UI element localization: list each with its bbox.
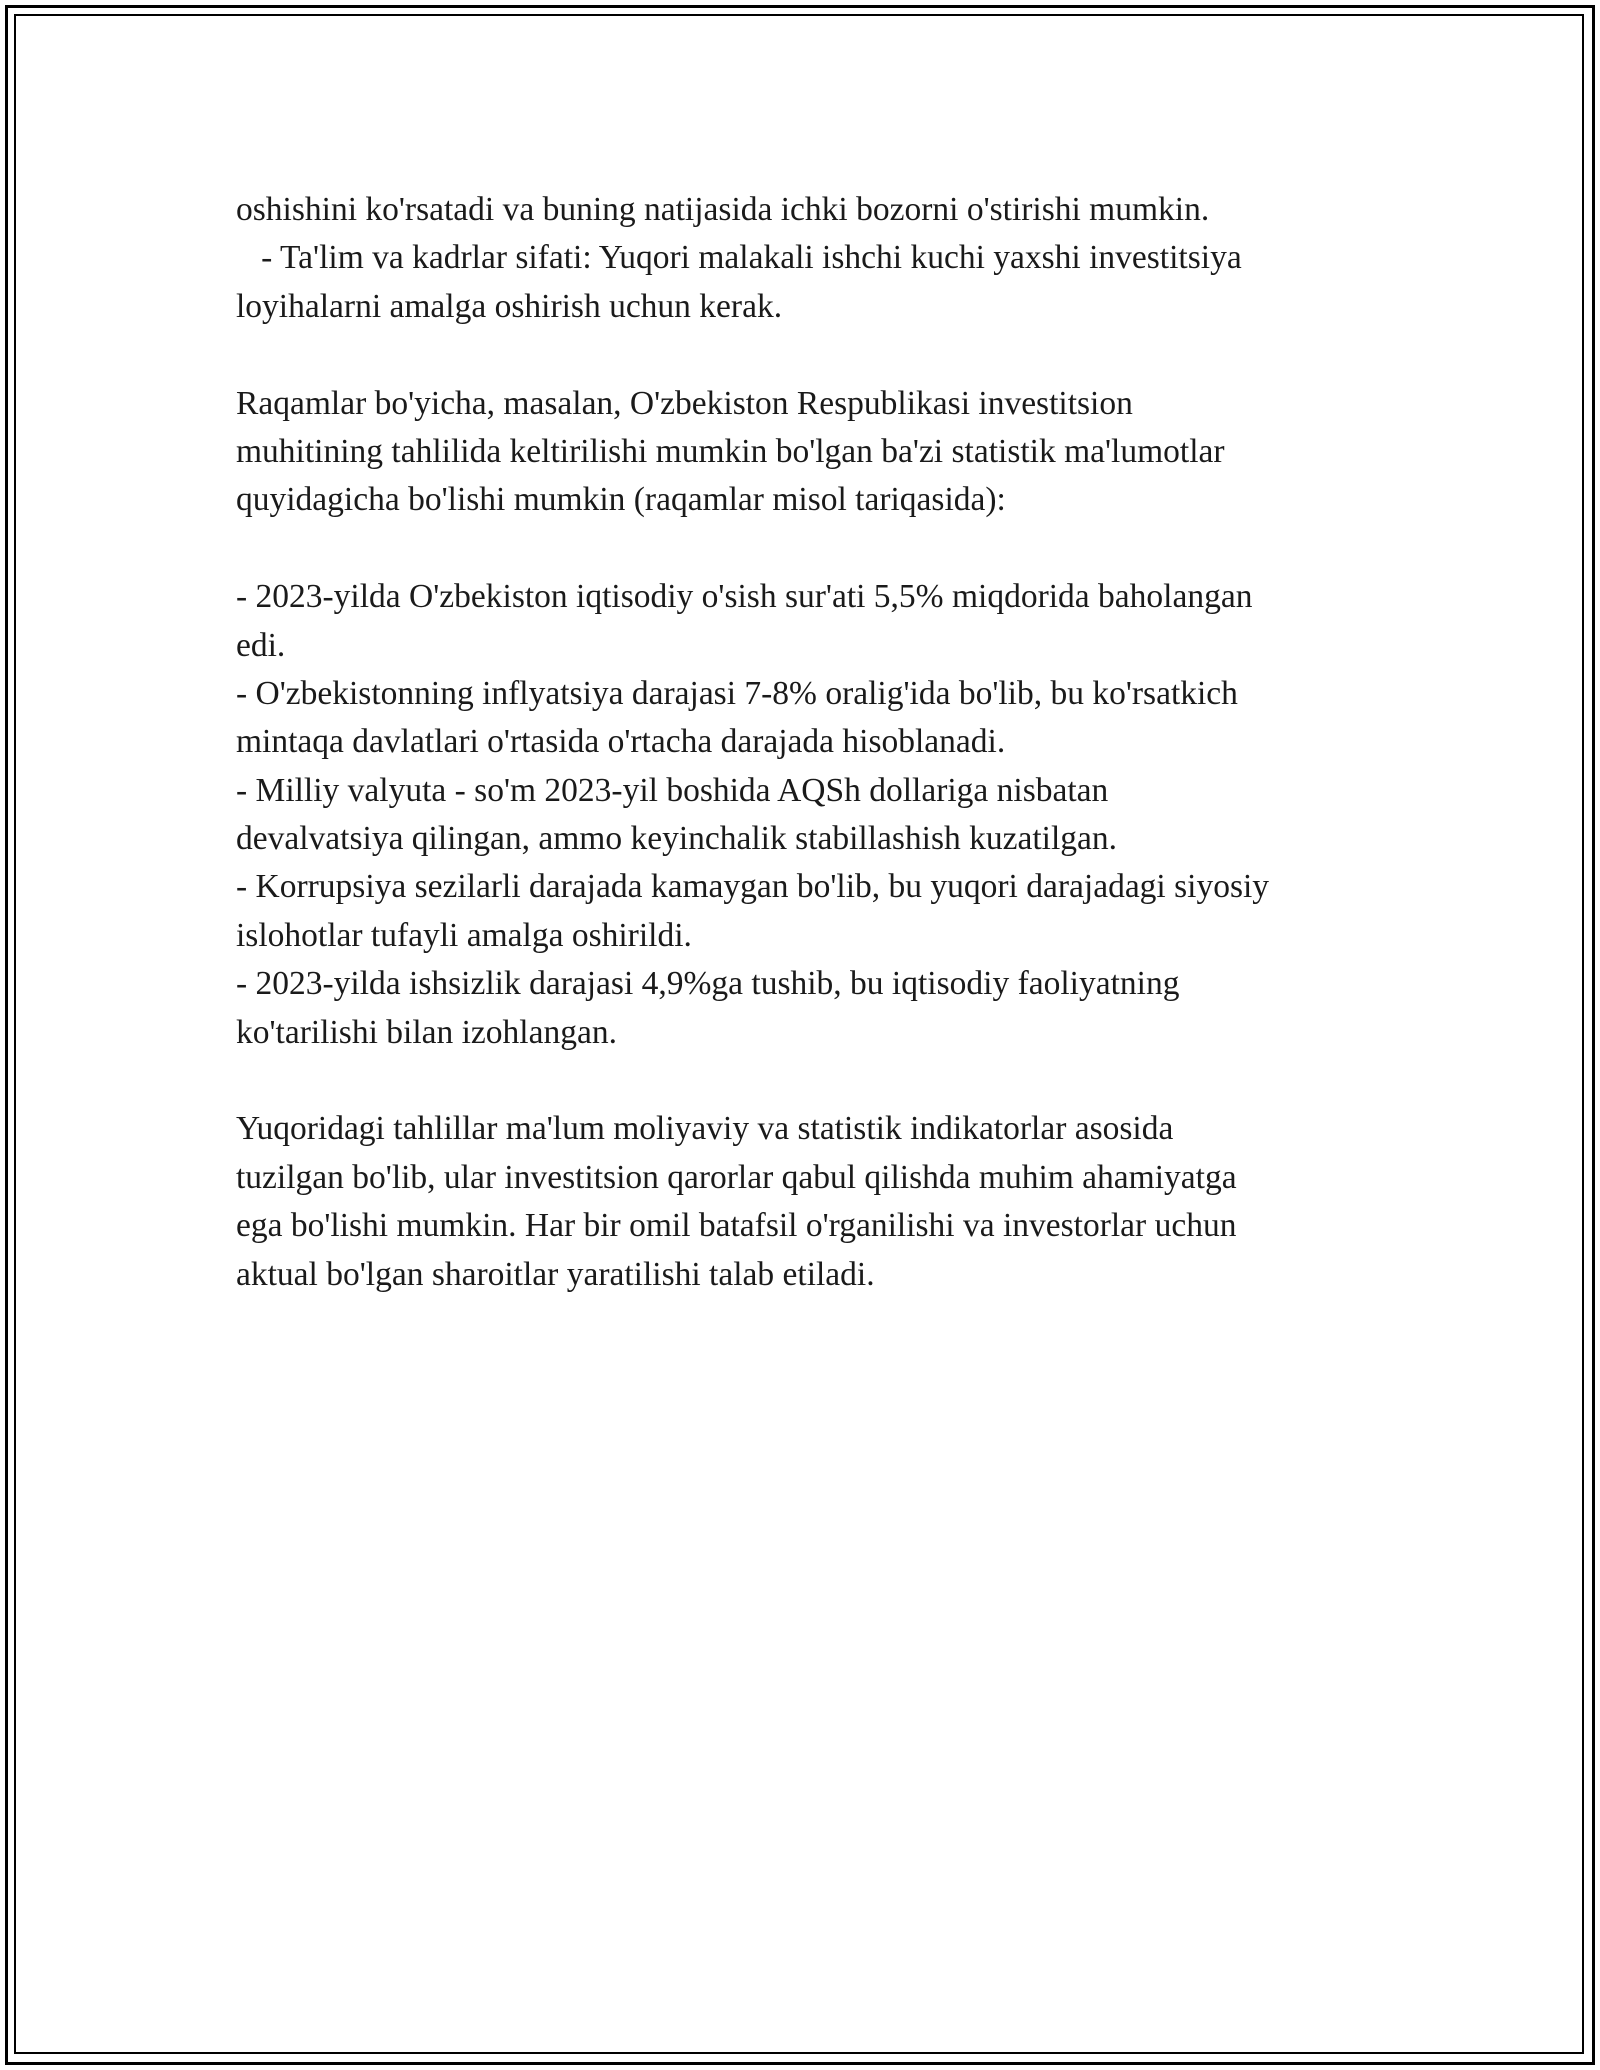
- paragraph-conclusion: [236, 1105, 1376, 1299]
- text-line: aktual bo'lgan sharoitlar yaratilishi talab etiladi.: [236, 1255, 875, 1293]
- list-item-line: - O'zbekistonning inflyatsiya darajasi 7-8% oralig'ida bo'lib, bu ko'rsatkich: [236, 674, 1238, 712]
- paragraph-gap: [236, 1057, 1376, 1105]
- paragraph-intro: [236, 186, 1376, 331]
- list-item-line: - Korrupsiya sezilarli darajada kamaygan bo'lib, bu yuqori darajadagi siyosiy: [236, 868, 1270, 906]
- list-item-line: - 2023-yilda O'zbekiston iqtisodiy o'sish sur'ati 5,5% miqdorida baholangan: [236, 578, 1253, 616]
- paragraph-gap: [236, 525, 1376, 573]
- paragraph-gap: [236, 331, 1376, 379]
- list-item-line: - 2023-yilda ishsizlik darajasi 4,9%ga tushib, bu iqtisodiy faoliyatning: [236, 965, 1180, 1003]
- list-item-line: mintaqa davlatlari o'rtasida o'rtacha darajada hisoblanadi.: [236, 723, 1006, 761]
- text-line: Yuqoridagi tahlillar ma'lum moliyaviy va statistik indikatorlar asosida: [236, 1110, 1174, 1148]
- text-line: ega bo'lishi mumkin. Har bir omil batafsil o'rganilishi va investorlar uchun: [236, 1207, 1237, 1245]
- list-item-line: - Milliy valyuta - so'm 2023-yil boshida AQSh dollariga nisbatan: [236, 771, 1109, 809]
- list-item-line: devalvatsiya qilingan, ammo keyinchalik stabillashish kuzatilgan.: [236, 820, 1118, 858]
- statistics-list: [236, 573, 1376, 1057]
- text-line: quyidagicha bo'lishi mumkin (raqamlar misol tariqasida):: [236, 481, 1006, 519]
- text-line: oshishini ko'rsatadi va buning natijasida ichki bozorni o'stirishi mumkin.: [236, 191, 1210, 228]
- text-line: muhitining tahlilida keltirilishi mumkin bo'lgan ba'zi statistik ma'lumotlar: [236, 432, 1225, 470]
- list-item-line: islohotlar tufayli amalga oshirildi.: [236, 916, 692, 954]
- list-item-line: edi.: [236, 626, 286, 664]
- text-line: tuzilgan bo'lib, ular investitsion qarorlar qabul qilishda muhim ahamiyatga: [236, 1158, 1237, 1196]
- text-line: loyihalarni amalga oshirish uchun kerak.: [236, 287, 783, 325]
- text-line: - Ta'lim va kadrlar sifati: Yuqori malakali ishchi kuchi yaxshi investitsiya: [236, 239, 1242, 277]
- document-body: [236, 186, 1376, 1299]
- text-line: Raqamlar bo'yicha, masalan, O'zbekiston Respublikasi investitsion: [236, 384, 1133, 422]
- list-item-line: ko'tarilishi bilan izohlangan.: [236, 1013, 617, 1051]
- paragraph-numbers: [236, 380, 1376, 525]
